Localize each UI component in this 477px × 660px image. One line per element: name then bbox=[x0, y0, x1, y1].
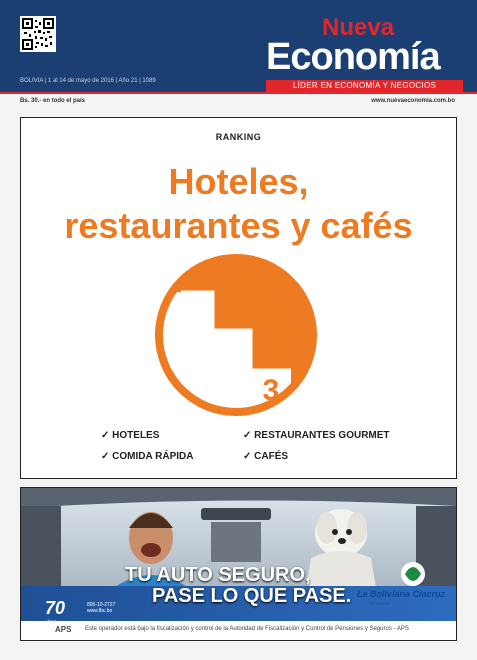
list-item: ✓ HOTELES bbox=[101, 430, 160, 441]
ad-contact: 800-10-2727 www.lbc.bo bbox=[87, 602, 116, 614]
section-kicker: RANKING bbox=[215, 132, 262, 142]
insurer-name: La Boliviana Ciacruz bbox=[357, 589, 446, 599]
ranking-podium-illustration bbox=[153, 252, 319, 418]
list-item: ✓ CAFÉS bbox=[243, 451, 289, 462]
brand-economia: Economía bbox=[266, 36, 440, 78]
qr-code-icon bbox=[20, 16, 56, 52]
brand-nueva: Nueva bbox=[322, 14, 395, 41]
check-icon: ✓ bbox=[101, 430, 110, 441]
ad-disclaimer-bar bbox=[21, 621, 456, 640]
price-label: Bs. 30.- en todo el país bbox=[20, 98, 86, 104]
aps-logo: APS bbox=[55, 625, 72, 634]
ad-slogan: TU AUTO SEGURO, PASE LO QUE PASE. bbox=[125, 564, 352, 607]
headline-line-2: restaurantes y cafés bbox=[64, 205, 413, 246]
list-item: ✓ RESTAURANTES GOURMET bbox=[243, 430, 390, 441]
check-icon: ✓ bbox=[243, 430, 252, 441]
check-icon: ✓ bbox=[101, 451, 110, 462]
masthead bbox=[0, 0, 477, 92]
headline-line-1: Hoteles, bbox=[168, 161, 309, 202]
tagline: LÍDER EN ECONOMÍA Y NEGOCIOS bbox=[266, 80, 463, 92]
issue-info: BOLIVIA | 1 al 14 de mayo de 2016 | Año 21 | 1089 bbox=[20, 78, 156, 84]
anniversary-logo: 70 bbox=[45, 598, 66, 618]
cover-headline bbox=[21, 160, 456, 248]
website-link[interactable]: www.nuevaeconomia.com.bo bbox=[371, 98, 455, 104]
step-1: 1 bbox=[186, 296, 204, 329]
masthead-divider bbox=[0, 92, 477, 94]
check-icon: ✓ bbox=[243, 451, 252, 462]
step-2: 2 bbox=[225, 334, 243, 367]
regulator-disclaimer: Este operador está bajo la fiscalización y control de la Autoridad de Fiscalización y Control de Pensiones y Seguros - APS bbox=[85, 626, 409, 632]
cover-story bbox=[20, 117, 457, 479]
insurance-advertisement[interactable] bbox=[20, 487, 457, 641]
step-3: 3 bbox=[262, 374, 280, 407]
insurer-subtitle: SEGUROS bbox=[369, 601, 390, 606]
list-item: ✓ COMIDA RÁPIDA bbox=[101, 451, 194, 462]
